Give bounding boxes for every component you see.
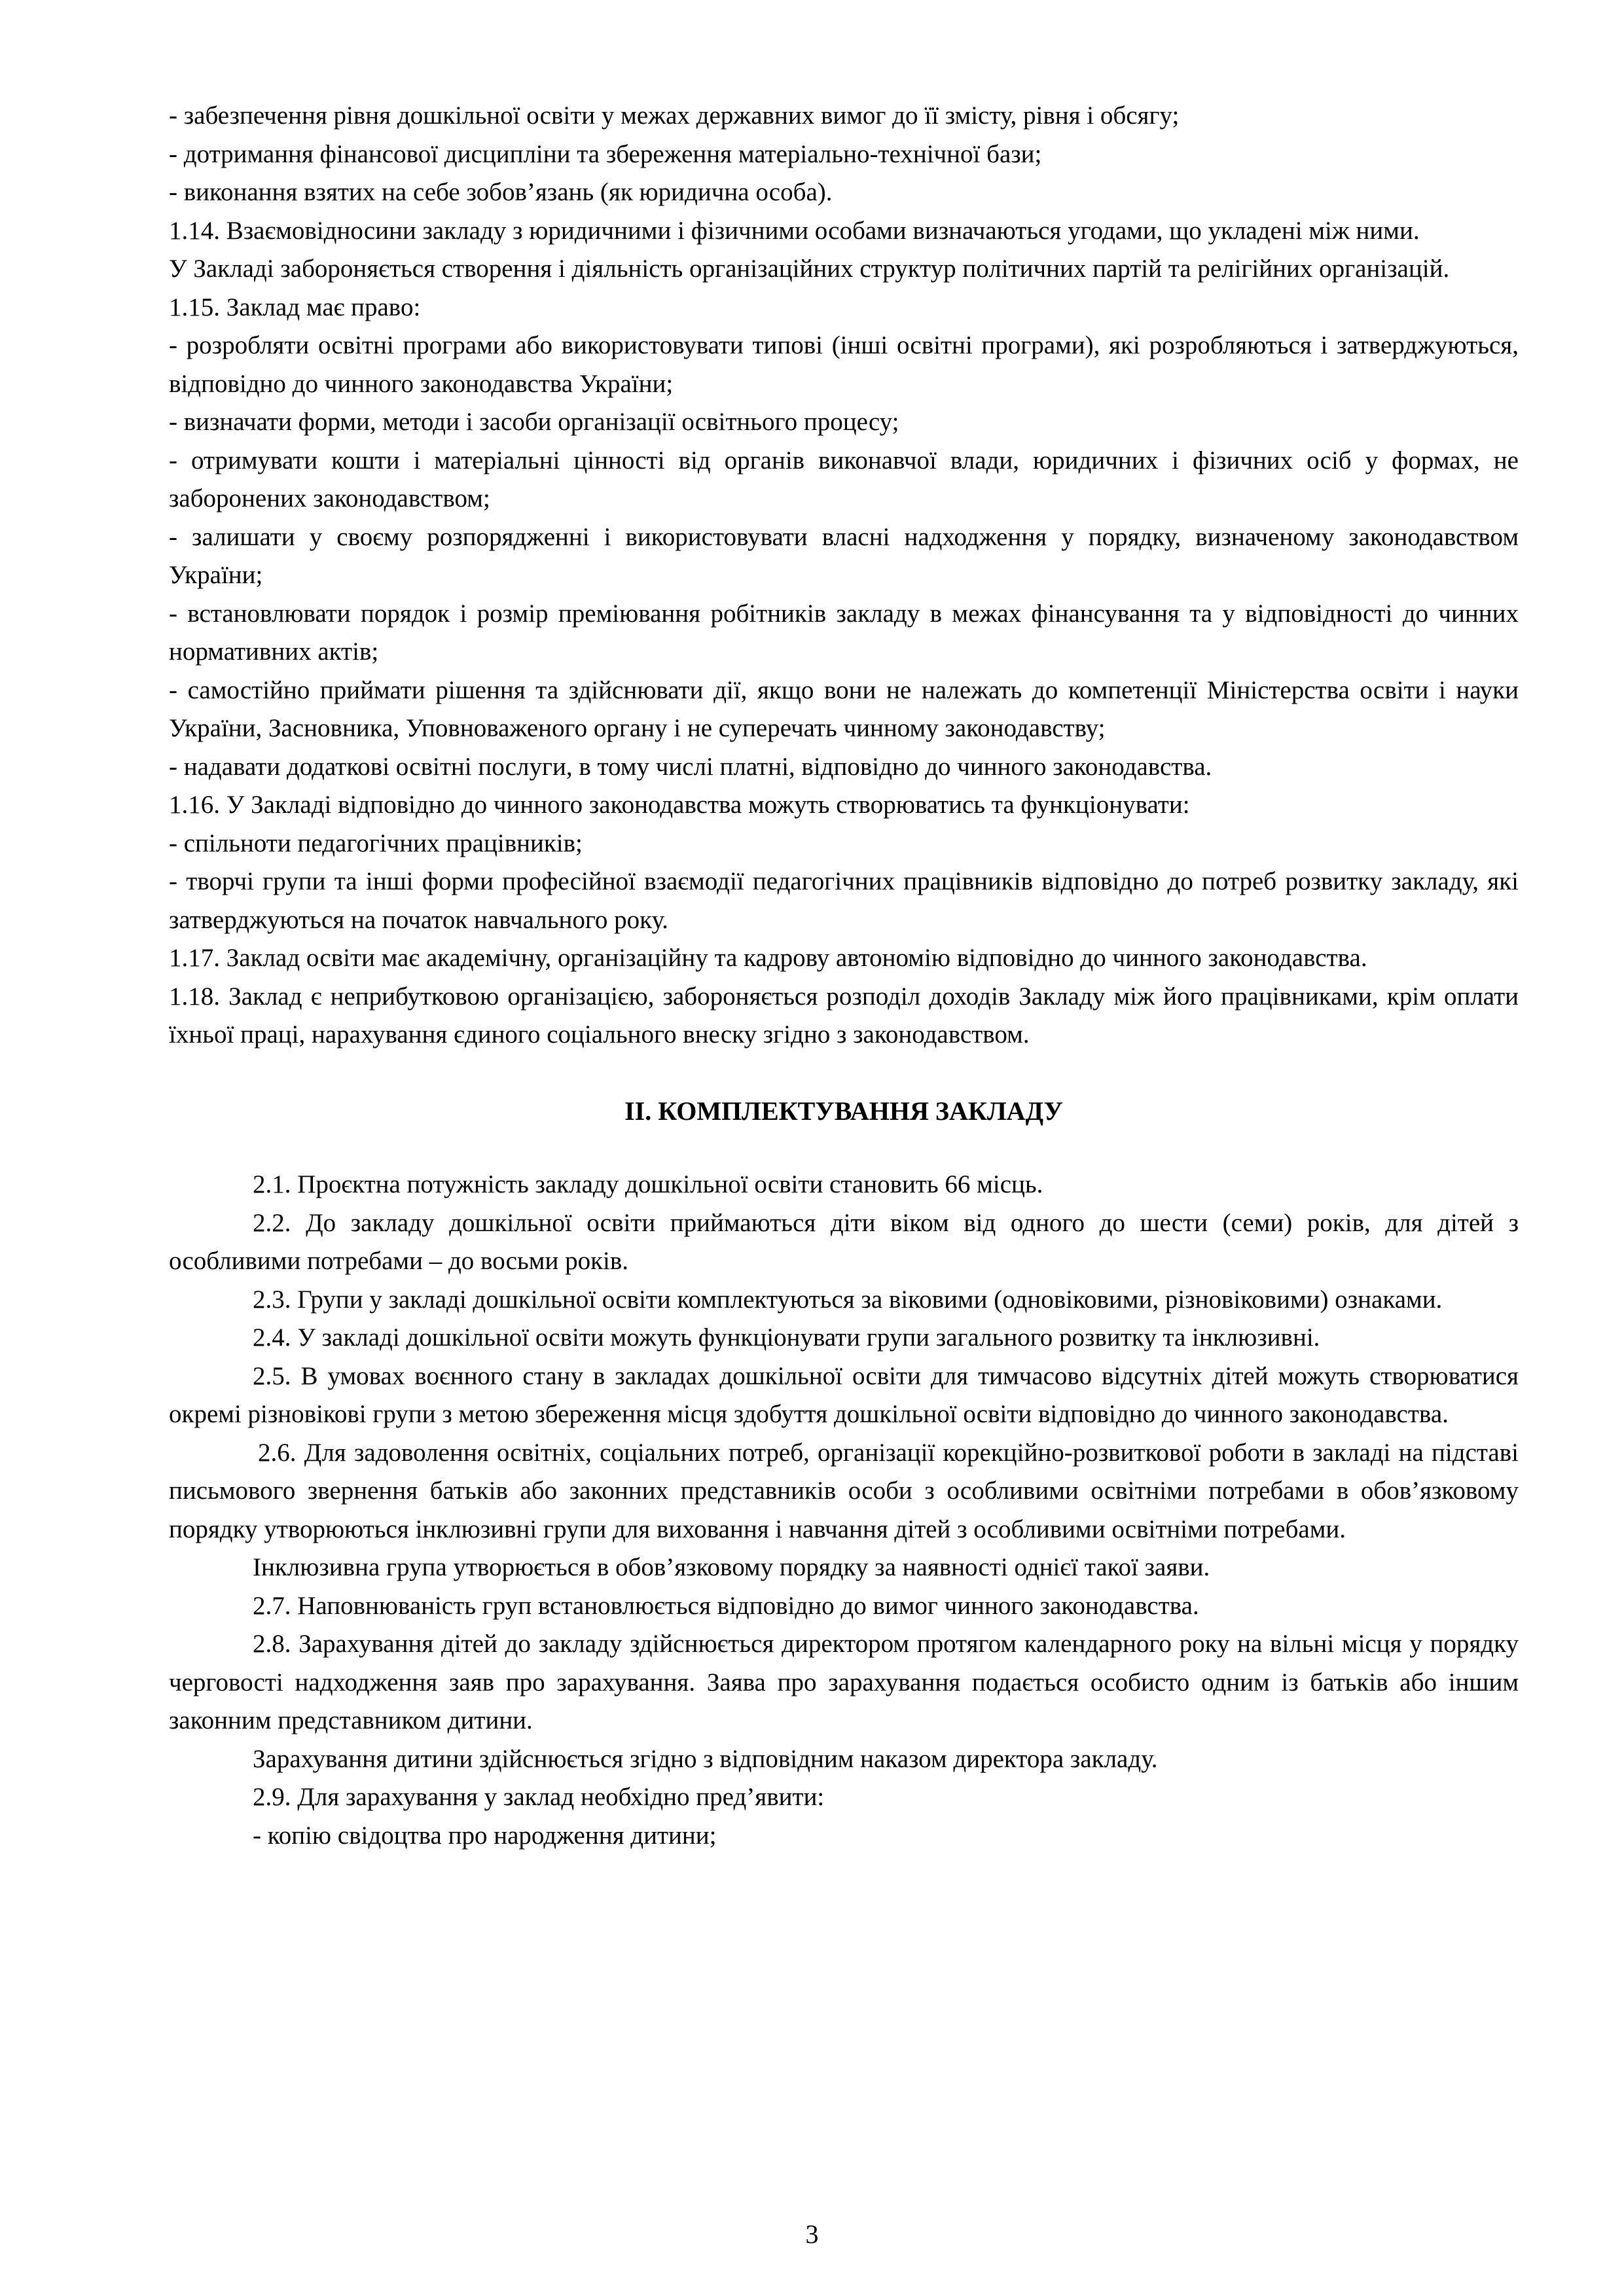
list-item: - встановлювати порядок і розмір преміювання робітників закладу в межах фінансування та у відповідності до чинних нормативних актів; (169, 599, 1519, 666)
list-item: - творчі групи та інші форми професійної взаємодії педагогічних працівників відповідно до потреб розвитку закладу, які затверджуються на початок навчального року. (169, 867, 1519, 934)
page-number: 3 (805, 2219, 819, 2249)
paragraph-2-9: 2.9. Для зарахування у заклад необхідно пред’явити: (253, 1783, 825, 1811)
paragraph-2-6-inclusive: Інклюзивна група утворюється в обов’язковому порядку за наявності однієї такої заяви. (253, 1553, 1210, 1581)
paragraph-1-18: 1.18. Заклад є неприбутковою організацією, забороняється розподіл доходів Закладу між його працівниками, крім оплати їхньої праці, нарахування єдиного соціального внеску згідно з законодавством. (169, 982, 1519, 1049)
paragraph-2-4: 2.4. У закладі дошкільної освіти можуть функціонувати групи загального розвитку та інклюзивні. (253, 1323, 1320, 1352)
list-item: - забезпечення рівня дошкільної освіти у межах державних вимог до її змісту, рівня і обсягу; (169, 101, 1180, 130)
paragraph-2-5: 2.5. В умовах воєнного стану в закладах дошкільної освіти для тимчасово відсутніх дітей можуть створюватися окремі різновікові групи з метою збереження місця здобуття дошкільної освіти відповідно до чинного законодавства. (169, 1361, 1519, 1428)
list-item: - самостійно приймати рішення та здійснювати дії, якщо вони не належать до компетенції Міністерства освіти і науки України, Засновника, Уповноваженого органу і не суперечать чинному законодавству; (169, 675, 1519, 742)
list-item: - отримувати кошти і матеріальні цінності від органів виконавчої влади, юридичних і фізичних осіб у формах, не заборонених законодавством; (169, 446, 1519, 512)
paragraph-1-16: 1.16. У Закладі відповідно до чинного законодавства можуть створюватись та функціонувати: (169, 791, 1190, 819)
paragraph-1-14-prohibition: У Закладі забороняється створення і діяльність організаційних структур політичних партій та релігійних організацій. (169, 255, 1450, 283)
list-item: - спільноти педагогічних працівників; (169, 829, 583, 857)
paragraph-2-6: 2.6. Для задоволення освітніх, соціальних потреб, організації корекційно-розвиткової роботи в закладі на підставі письмового звернення батьків або законних представників особи з особливими освітніми потребами в обов’язковому порядку утворюються інклюзивні групи для виховання і навчання дітей з особливими освітніми потребами. (169, 1438, 1519, 1543)
paragraph-2-8-order: Зарахування дитини здійснюється згідно з відповідним наказом директора закладу. (253, 1744, 1158, 1773)
paragraph-2-7: 2.7. Наповнюваність груп встановлюється відповідно до вимог чинного законодавства. (253, 1591, 1199, 1620)
paragraph-2-1: 2.1. Проєктна потужність закладу дошкільної освіти становить 66 місць. (253, 1170, 1043, 1198)
list-item: - дотримання фінансової дисципліни та збереження матеріально-технічної бази; (169, 139, 1042, 168)
paragraph-2-3: 2.3. Групи у закладі дошкільної освіти комплектуються за віковими (одновіковими, різновіковими) ознаками. (253, 1285, 1443, 1314)
list-item: - визначати форми, методи і засоби організації освітнього процесу; (169, 408, 899, 436)
list-item: - копію свідоцтва про народження дитини; (253, 1821, 717, 1850)
paragraph-1-15: 1.15. Заклад має право: (169, 293, 421, 321)
list-item: - виконання взятих на себе зобов’язань (як юридична особа). (169, 178, 833, 206)
document-page (169, 97, 1519, 1855)
list-item: - залишати у своєму розпорядженні і використовувати власні надходження у порядку, визначеному законодавством України; (169, 522, 1519, 589)
list-item: - розробляти освітні програми або використовувати типові (інші освітні програми), які розробляються і затверджуються, відповідно до чинного законодавства України; (169, 331, 1519, 398)
section-heading: ІІ. КОМПЛЕКТУВАННЯ ЗАКЛАДУ (624, 1096, 1063, 1126)
paragraph-1-17: 1.17. Заклад освіти має академічну, організаційну та кадрову автономію відповідно до чинного законодавства. (169, 944, 1367, 972)
paragraph-2-2: 2.2. До закладу дошкільної освіти приймаються діти віком від одного до шести (семи) років, для дітей з особливими потребами – до восьми років. (169, 1208, 1519, 1275)
paragraph-2-8: 2.8. Зарахування дітей до закладу здійснюється директором протягом календарного року на вільні місця у порядку черговості надходження заяв про зарахування. Заява про зарахування подається особисто одним із батьків або іншим законним представником дитини. (169, 1630, 1519, 1734)
list-item: - надавати додаткові освітні послуги, в тому числі платні, відповідно до чинного законодавства. (169, 752, 1212, 781)
paragraph-1-14: 1.14. Взаємовідносини закладу з юридичними і фізичними особами визначаються угодами, що укладені між ними. (169, 216, 1420, 245)
